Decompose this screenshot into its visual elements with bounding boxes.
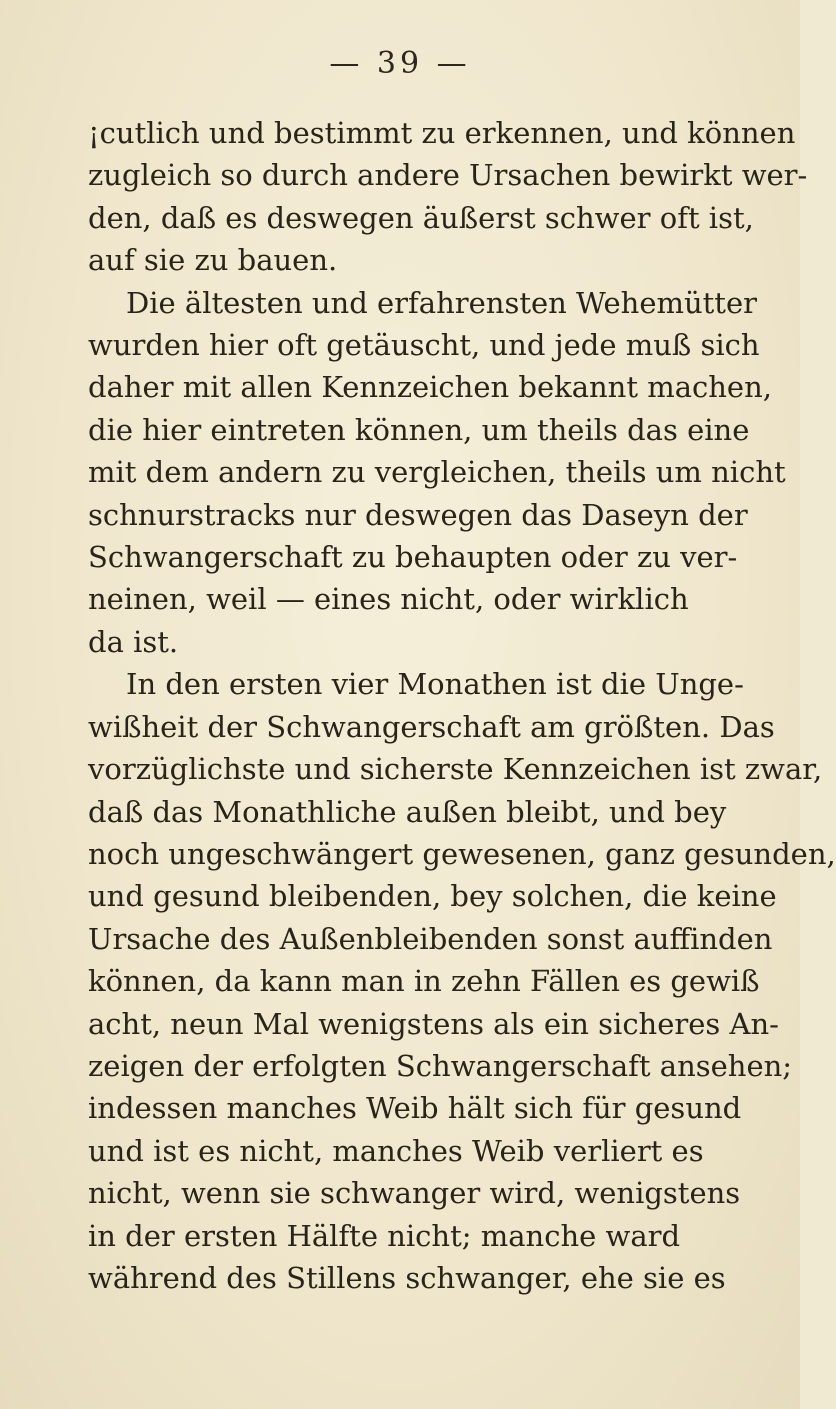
text-line: daß das Monathliche außen bleibt, und bey xyxy=(88,794,727,829)
paragraph-1 xyxy=(88,112,808,282)
text-line: die hier eintreten können, um theils das eine xyxy=(88,412,750,447)
text-line: Schwangerschaft zu behaupten oder zu ver- xyxy=(88,540,738,575)
text-line: Ursache des Außenbleibenden sonst auffinden xyxy=(88,921,773,956)
text-line: schnurstracks nur deswegen das Daseyn der xyxy=(88,497,748,532)
text-line: während des Stillens schwanger, ehe sie es xyxy=(88,1260,726,1295)
text-line: da ist. xyxy=(88,624,179,659)
text-line: auf sie zu bauen. xyxy=(88,243,338,278)
text-line: zugleich so durch andere Ursachen bewirkt wer- xyxy=(88,158,808,193)
page-number: — 39 — xyxy=(329,46,471,81)
text-line: nicht, wenn sie schwanger wird, wenigstens xyxy=(88,1176,741,1211)
text-line: mit dem andern zu vergleichen, theils um nicht xyxy=(88,455,786,490)
text-line: neinen, weil — eines nicht, oder wirklich xyxy=(88,582,689,617)
text-line: indessen manches Weib hält sich für gesund xyxy=(88,1091,742,1126)
text-line: In den ersten vier Monathen ist die Unge- xyxy=(126,667,744,702)
text-line: vorzüglichste und sicherste Kennzeichen ist zwar, xyxy=(88,752,823,787)
text-line: acht, neun Mal wenigstens als ein sicheres An- xyxy=(88,1006,779,1041)
text-line: den, daß es deswegen äußerst schwer oft ist, xyxy=(88,200,754,235)
text-line: und gesund bleibenden, bey solchen, die keine xyxy=(88,879,777,914)
text-line: in der ersten Hälfte nicht; manche ward xyxy=(88,1218,681,1253)
text-line: und ist es nicht, manches Weib verliert es xyxy=(88,1133,704,1168)
text-line: zeigen der erfolgten Schwangerschaft ansehen; xyxy=(88,1048,793,1083)
text-line: daher mit allen Kennzeichen bekannt machen, xyxy=(88,370,772,405)
text-line: Die ältesten und erfahrensten Wehemütter xyxy=(126,285,757,320)
text-line: ¡cutlich und bestimmt zu erkennen, und können xyxy=(88,116,796,150)
body-text xyxy=(88,112,836,1299)
text-line: noch ungeschwängert gewesenen, ganz gesunden, xyxy=(88,836,836,871)
text-line: wurden hier oft getäuscht, und jede muß sich xyxy=(88,328,760,363)
text-line: können, da kann man in zehn Fällen es gewiß xyxy=(88,964,760,999)
paragraph-3 xyxy=(88,663,836,1299)
paragraph-2 xyxy=(88,282,786,664)
text-line: wißheit der Schwangerschaft am größten. Das xyxy=(88,709,775,744)
